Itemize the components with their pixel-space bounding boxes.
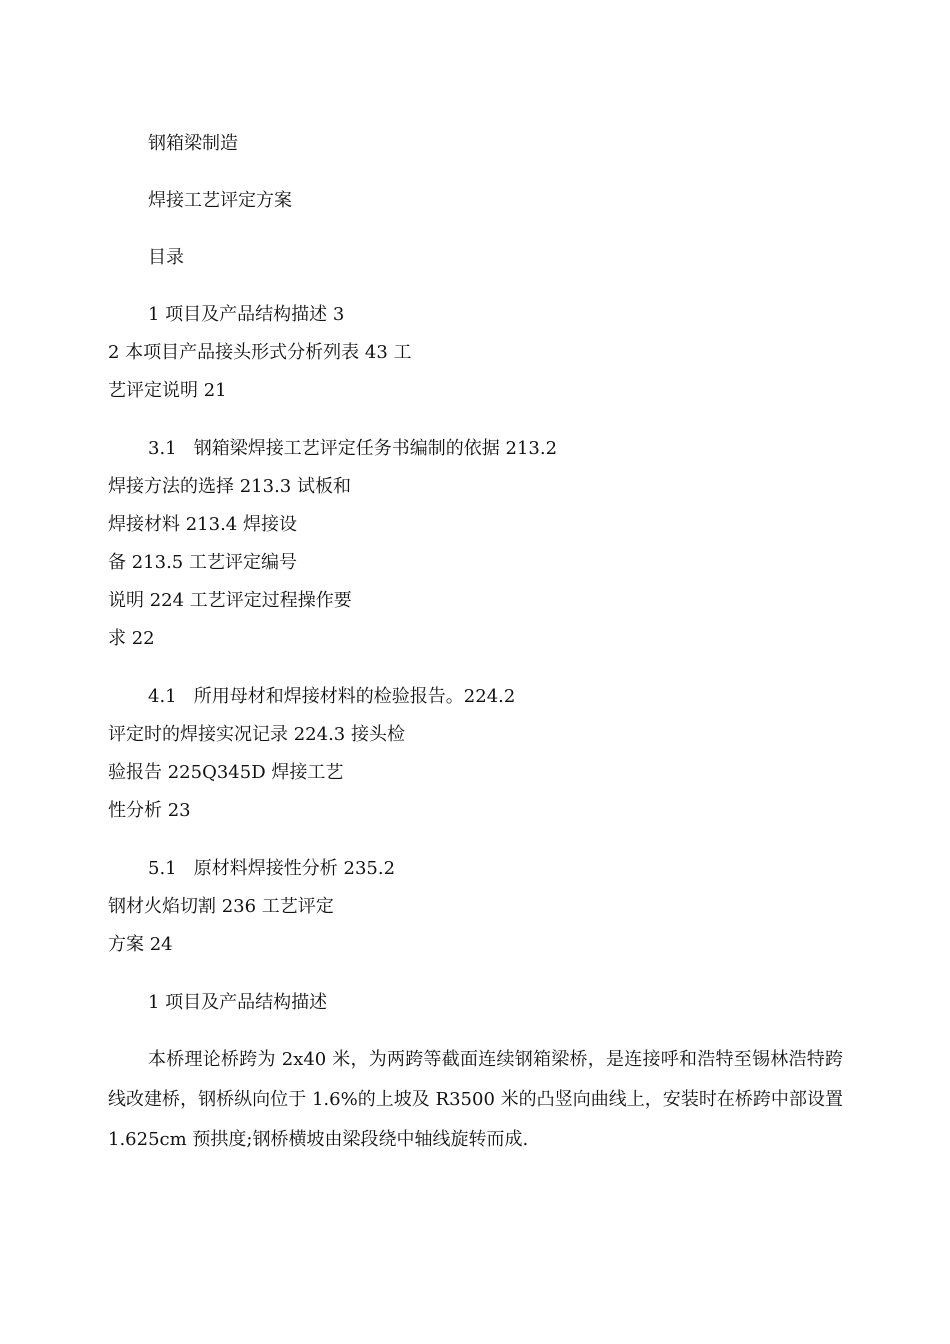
toc-line: 5.1 原材料焊接性分析 235.2 bbox=[148, 858, 396, 879]
toc-line: 艺评定说明 21 bbox=[108, 380, 227, 401]
toc-line: 验报告 225Q345D 焊接工艺 bbox=[108, 762, 344, 783]
toc-line: 备 213.5 工艺评定编号 bbox=[108, 552, 297, 573]
section-body: 本桥理论桥跨为 2x40 米，为两跨等截面连续钢箱梁桥，是连接呼和浩特至锡林浩特跨线改建桥，钢桥纵向位于 1.6%的上坡及 R3500 米的凸竖向曲线上，安装时在桥跨中部设置 1.625cm 预拱度;钢桥横坡由梁段绕中轴线旋转而成. bbox=[108, 1049, 843, 1150]
toc-heading: 目录 bbox=[148, 247, 184, 268]
toc-line: 3.1 钢箱梁焊接工艺评定任务书编制的依据 213.2 bbox=[148, 438, 558, 459]
toc-line: 4.1 所用母材和焊接材料的检验报告。224.2 bbox=[148, 686, 516, 707]
toc-line: 焊接材料 213.4 焊接设 bbox=[108, 514, 297, 535]
document-title: 钢箱梁制造 bbox=[148, 133, 238, 154]
toc-line: 1 项目及产品结构描述 3 bbox=[148, 304, 345, 325]
toc-line: 评定时的焊接实况记录 224.3 接头检 bbox=[108, 724, 405, 745]
toc-line: 说明 224 工艺评定过程操作要 bbox=[108, 590, 352, 611]
toc-line: 钢材火焰切割 236 工艺评定 bbox=[108, 896, 334, 917]
toc-line: 性分析 23 bbox=[108, 800, 191, 821]
toc-line: 方案 24 bbox=[108, 934, 173, 955]
toc-line: 求 22 bbox=[108, 628, 155, 649]
toc-line: 焊接方法的选择 213.3 试板和 bbox=[108, 476, 351, 497]
section-heading: 1 项目及产品结构描述 bbox=[148, 992, 328, 1013]
document-subtitle: 焊接工艺评定方案 bbox=[148, 190, 292, 211]
toc-line: 2 本项目产品接头形式分析列表 43 工 bbox=[108, 342, 412, 363]
